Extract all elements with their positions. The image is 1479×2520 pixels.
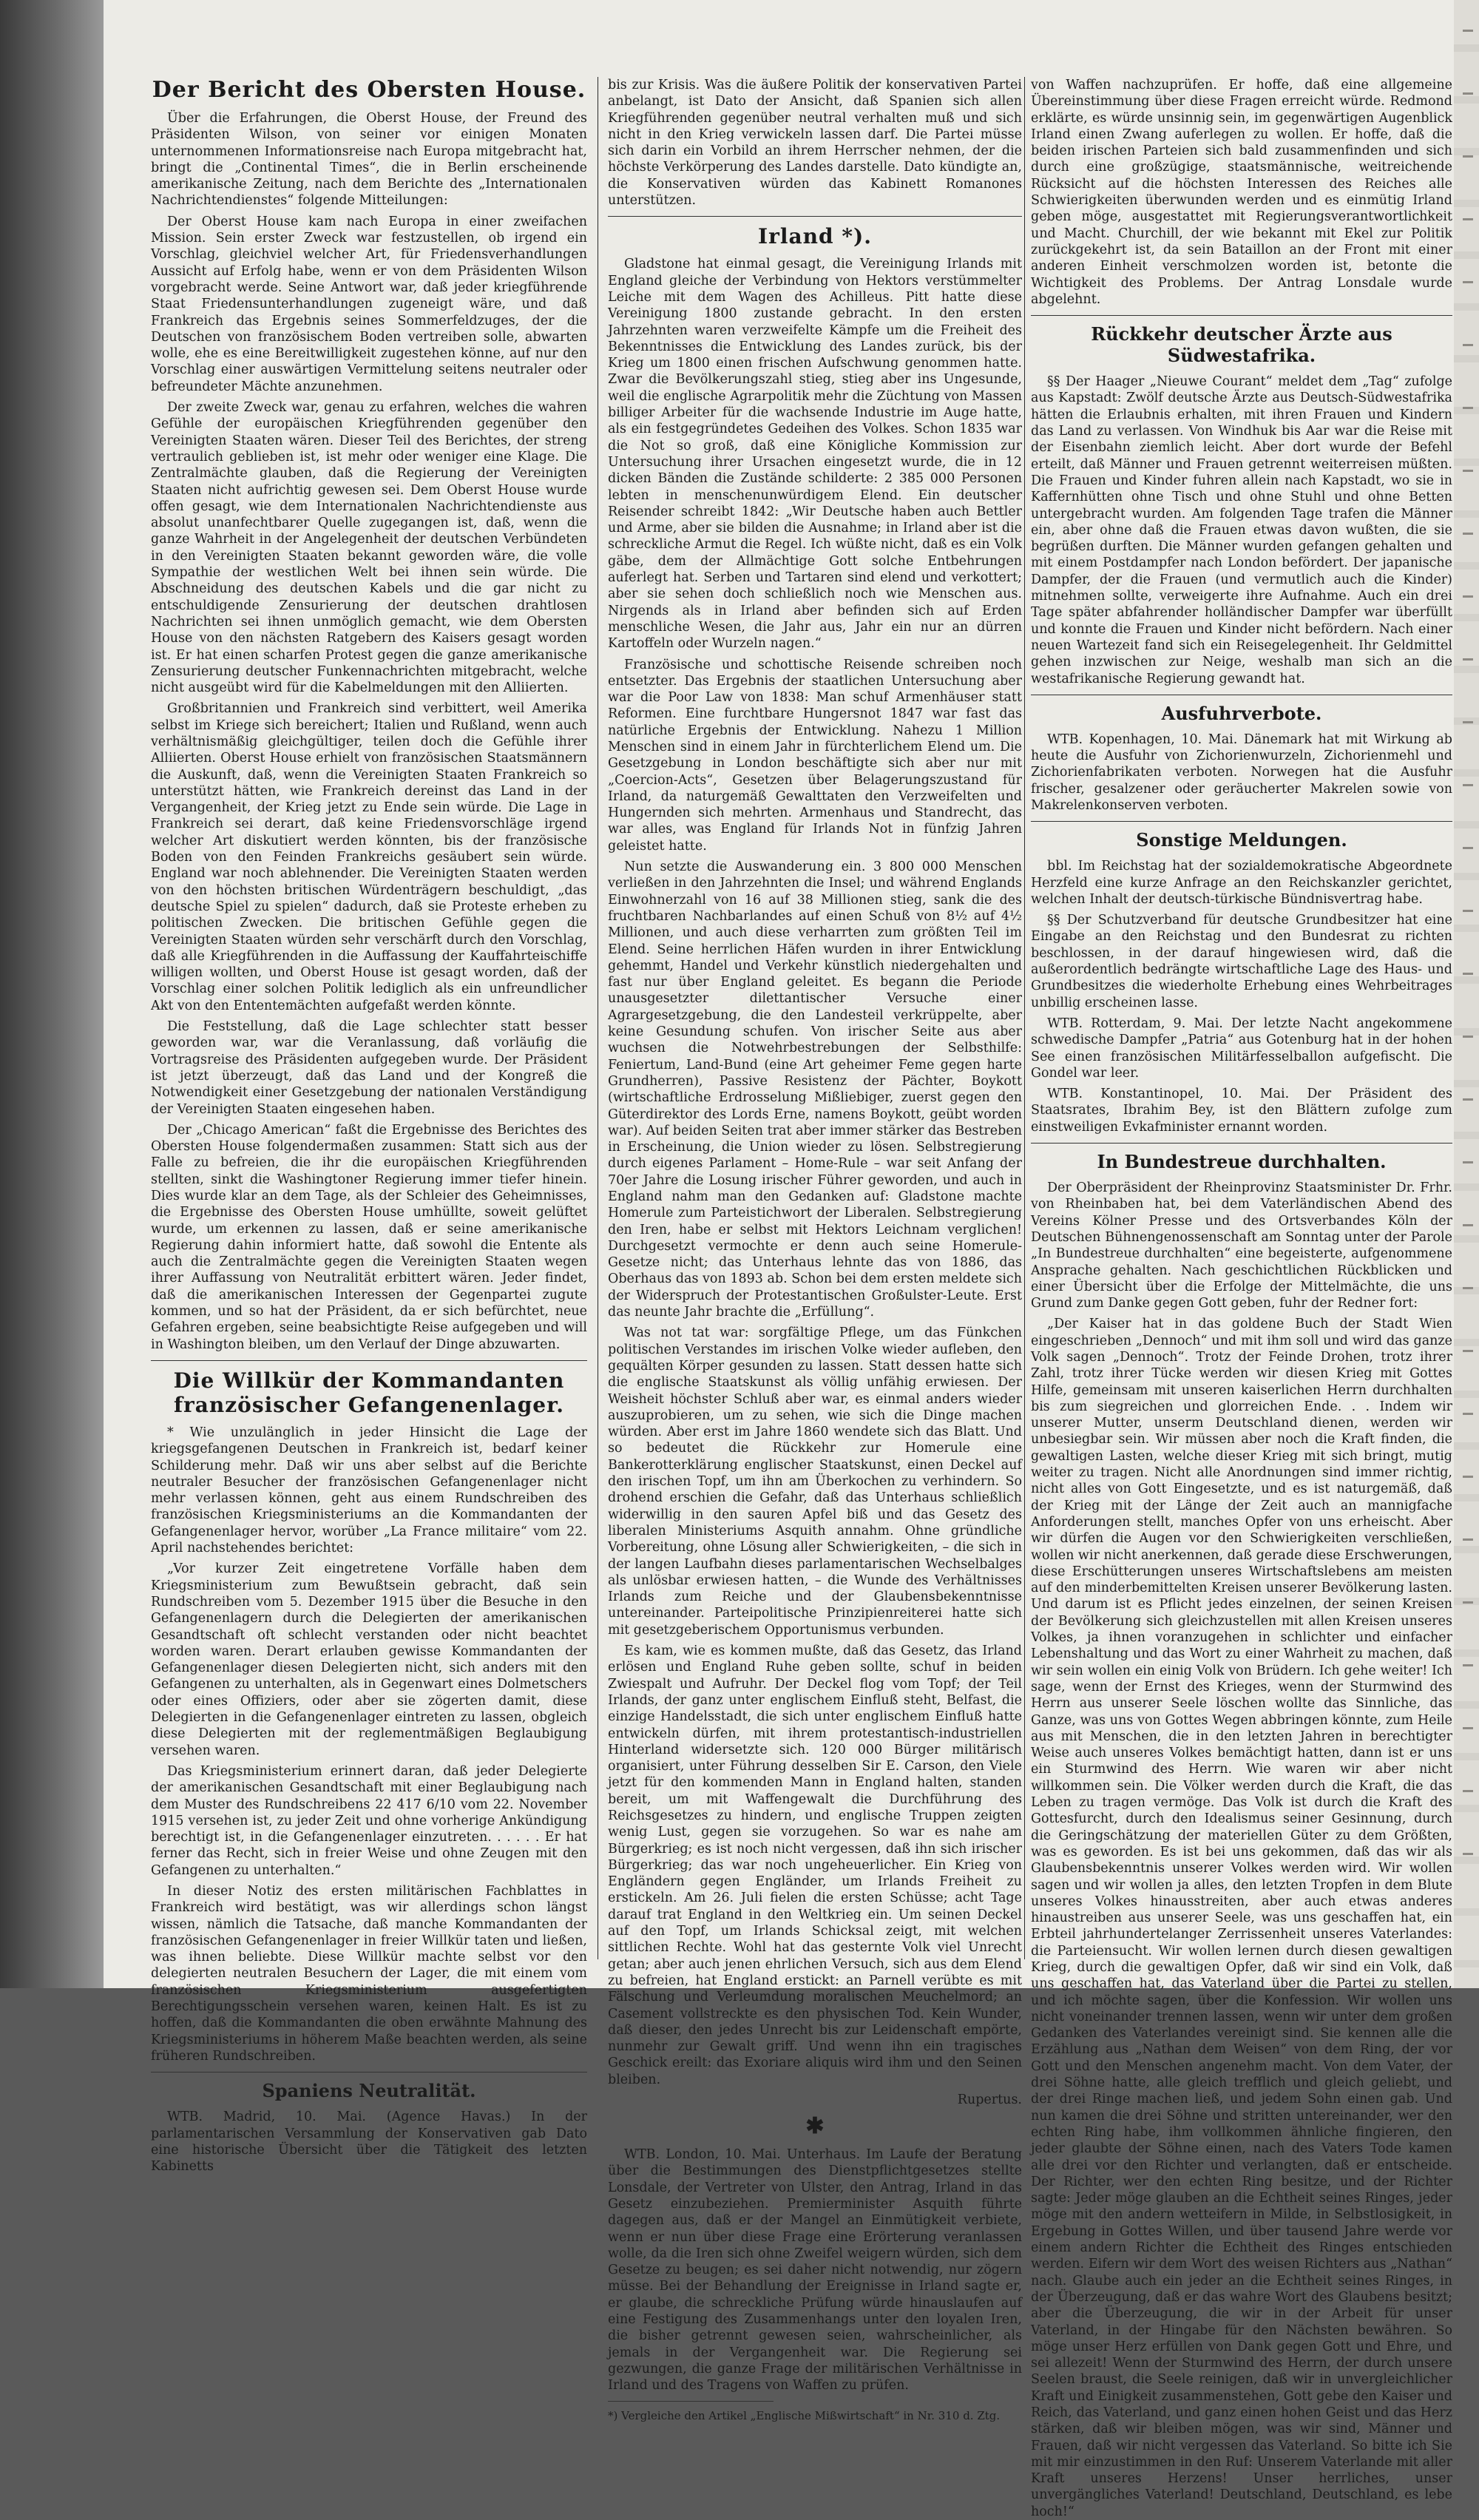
article-other-news — [1031, 858, 1452, 1135]
edge-mark — [1463, 92, 1473, 95]
edge-mark — [1463, 407, 1473, 409]
article-title-other-news: Sonstige Meldungen. — [1136, 829, 1347, 851]
column-rule-right — [1024, 77, 1025, 1959]
footnote-separator — [608, 2401, 774, 2402]
paragraph: Der „Chicago American“ faßt die Ergebnisse des Berichtes des Obersten House folgendermaßen zusammen: Statt sich aus der Falle zu befreien, die ihr die europäischen Kriegführenden stellten, sinkt die Washingtoner Regierung immer tiefer hinein. Dies wurde klar an dem Tage, als der Schleier des Geheimnisses, die Ergebnisse des Obersten House umhüllte, soweit gelüftet wurde, um erkennen zu lassen, daß er seine amerikanische Regierung dahin informiert hatte, daß sowohl die Entente als auch die Zentralmächte gegen die Vereinigten Staaten wegen ihrer Auffassung von Neutralität erbittert wären. Jeder findet, daß die amerikanischen Interessen der Gegenpartei zugute kommen, und so hat der Präsident, da er sich befürchtet, neue Gefahren ergeben, seine beabsichtigte Reise aufgegeben und will in Washington bleiben, um den Verlauf der Dinge abzuwarten. — [151, 1122, 587, 1352]
paragraph: Nun setzte die Auswanderung ein. 3 800 000 Menschen verließen in den Jahrzehnten die Insel; und während Englands Einwohnerzahl von 16 auf 38 Millionen stieg, sank die des fruchtbaren Nachbarlandes auf einen Schuß von 8½ auf 4½ Millionen, und auch diese verharrten zum größten Teil im Elend. Seine herrlichen Häfen wurden in ihrer Entwicklung gehemmt, Handel und Verkehr künstlich niedergehalten und fast nur über England geleitet. Es begann die Periode unausgesetzter dilettantischer Versuche einer Agrargesetzgebung, die den Landesteil verkrüppelte, aber keine Gesundung schufen. Von irischer Seite aus aber wuchsen die Notwehrbestrebungen der Selbsthilfe: Feniertum, Land-Bund (eine Art geheimer Feme gegen harte Grundherren), Passive Resistenz der Pächter, Boykott (wirtschaftliche Erdrosselung Mißliebiger, zuerst gegen den Güterdirektor des Lords Erne, namens Boykott, geübt worden war). Auf beiden Seiten trat aber immer stärker das Bestreben in Erscheinung, die Union wieder zu lösen. Selbstregierung durch eigenes Parlament – Home-Rule – war seit Anfang der 70er Jahre die Losung irischer Führer geworden, und auch in England nahm man den Gedanken auf: Gladstone machte Homerule zum Parteistichwort der Liberalen. Selbstregierung den Iren, habe er selbst mit Hektors Leichnam verglichen! Durchgesetzt vermochte er denn auch seine Homerule-Gesetze nicht; das Unterhaus lehnte das von 1886, das Oberhaus das von 1893 ab. Schon bei dem ersten meldete sich der Widerspruch der Protestantischen Großulster-Leute. Erst das neunte Jahr brachte die „Erfüllung“. — [608, 859, 1022, 1320]
article-ireland — [608, 256, 1022, 2088]
paragraph: bbl. Im Reichstag hat der sozialdemokratische Abgeordnete Herzfeld eine kurze Anfrage an den Reichskanzler gerichtet, welchen Inhalt der deutsch-türkische Bündnisvertrag habe. — [1031, 859, 1452, 907]
edge-mark — [1463, 1350, 1473, 1352]
paragraph: bis zur Krisis. Was die äußere Politik der konservativen Partei anbelangt, ist Dato der Ansicht, daß Spanien sich allen Kriegführenden gegenüber neutral verhalten muß und sich nicht in den Krieg verwickeln lassen darf. Die Partei müsse sich darin ein Vorbild an ihrem Herrscher nehmen, der die höchste Verkörperung des Landes darstelle. Dato kündigte an, die Konservativen würden das Kabinett Romanones unterstützen. — [608, 78, 1022, 209]
column-2 — [608, 77, 1022, 2423]
edge-mark — [1463, 721, 1473, 723]
article-title-bundestreue: In Bundestreue durchhalten. — [1097, 1151, 1387, 1173]
article-london-commons — [608, 2146, 1022, 2394]
paragraph: WTB. Kopenhagen, 10. Mai. Dänemark hat mit Wirkung ab heute die Ausfuhr von Zichorienwurzeln, Zichorienmehl und Zichorienfabrikaten verboten. Norwegen hat die Ausfuhr frischer, gesalzener oder geräucherter Makrelen sowie von Makrelenkonserven verboten. — [1031, 732, 1452, 813]
paragraph: Der Oberst House kam nach Europa in einer zweifachen Mission. Sein erster Zweck war festzustellen, ob irgend ein Vorschlag, gleichviel welcher Art, für Friedensverhandlungen Aussicht auf Erfolg habe, wenn er von dem Präsidenten Wilson vorgebracht werde. Seine Antwort war, daß jeder kriegführende Staat Friedensunterhandlungen zugeneigt wäre, und daß Frankreich das Ergebnis seines Sommerfeldzuges, der die Deutschen von französischem Boden vertreiben solle, abwarten wolle, ehe es eine Bereitwilligkeit zugestehen könne, auf nur den Vorschlag einer auswärtigen Vermittelung seitens neutraler oder befreundeter Mächte anzunehmen. — [151, 214, 587, 394]
edge-mark — [1463, 847, 1473, 849]
article-title-spain: Spaniens Neutralität. — [262, 2080, 476, 2102]
edge-mark — [1463, 470, 1473, 472]
article-london-continued — [1031, 77, 1452, 308]
paragraph: „Der Kaiser hat in das goldene Buch der Stadt Wien eingeschrieben „Dennoch“ und mit ihm soll und wird das ganze Volk sagen „Dennoch“. Trotz der Feinde Drohen, trotz ihrer Zahl, trotz ihrer Tücke werden wir diesen Krieg mit Gottes Hilfe, gemeinsam mit unseren kaiserlichen Herrn durchhalten bis zum siegreichen und glorreichen Ende. . . Indem wir unserer Mutter, unserm Deutschland dienen, werden wir unbesiegbar sein. Wir müssen aber noch die Kraft finden, die gewaltigen Lasten, welche dieser Krieg mit sich bringt, mutig weiter zu tragen. Nicht alle Anordnungen sind immer richtig, nicht alles von Gott Eingesetzte, und es ist naturgemäß, daß der Krieg mit der Länge der Zeit auch an mannigfache Anforderungen stellt, manches Opfer von uns erheischt. Aber wir dürfen die Augen vor den Schwierigkeiten verschließen, wollen wir nicht anerkennen, daß gerade diese Erschwerungen, diese Erschütterungen unseres Wirtschaftslebens am meisten auf den minderbemittelten Kreisen unserer Bevölkerung lasten. Und darum ist es Pflicht jedes einzelnen, der seinen Kreisen der Bevölkerung sich gleichzustellen mit allen Kreisen unseres Volkes, ja ihnen voranzugehen in schlichter und einfacher Lebenshaltung und das Wort zu einer Wahrheit zu machen, daß wir sein wollen ein einig Volk von Brüdern. Ich gehe weiter! Ich sage, wenn der Ernst des Krieges, wenn der Sturmwind des Herrn aus unserer Seele löschen wollte das Sinnliche, das Ganze, was uns von Gottes Wegen abbringen könnte, zum Heile aus mit Menschen, die in den letzten Jahren in berechtigter Weise auch unseres Volkes bemächtigt hatten, dann ist er uns ein Sturmwind des Herrn. Wie waren wir aber nicht willkommen sein. Die Völker werden durch die Kraft, die das Leben zu tragen vermöge. Das Volk ist durch die Kraft des Gottesfurcht, durch den Idealismus seiner Gesinnung, durch die Geringschätzung der materiellen Güter zu dem Größten, was es geworden. Es ist bei uns gekommen, daß das wir als Glaubensbekenntnis unserer Volkes werden wird. Wir wollen sagen und wir wollen ja alles, den letzten Tropfen in dem Blute unseres Volkes hinausstreiten, aber auch etwas anderes hinaustreiben aus unserer Seele, was uns geschaffen hat, ein Erbteil jahrhundertelanger Zerrissenheit unseres Vaterlandes: die Parteiensucht. Wir wollen lernen durch diesen gewaltigen Krieg, durch die gewaltigen Opfer, daß wir sind ein Volk, daß uns geschaffen hat, das Vaterland über die Partei zu stellen, und ich möchte sagen, über die Konfession. Wir wollen uns nicht voneinander trennen lassen, wenn wir unter dem großen Gedanken des Vaterlandes vereinigt sind. Sie kennen alle die Erzählung aus „Nathan dem Weisen“ von dem Ring, der vor Gott und den Menschen angenehm macht. Von dem Vater, der drei Söhne hatte, alle gleich trefflich und gleich geliebt, und der drei Ringe machen ließ, und jedem Sohn einen gab. Und nun kamen die drei Söhne und stritten untereinander, wer den echten Ring habe, ihm vollkommen ähnliche fingieren, den jeder glaubte der Söhne einen, nach des Vaters Tode kamen alle drei vor den Richter und verlangten, daß er entscheide. Der Richter, wer den echten Ring besitze, und der Richter sagte: Jeder möge glauben an die Echtheit seines Ringes, jeder möge mit den andern wetteifern in Milde, in Selbstlosigkeit, in Ergebung in Gottes Willen, und über tausend Jahre werde vor einem andern Richter die Echtheit des Ringes entschieden werden. Eifern wir dem Wort des weisen Richters aus „Nathan“ nach. Glaube auch ein jeder an die Echtheit seines Ringes, in der Überzeugung, daß er das wahre Wort des Glaubens besitzt; aber die Überzeugung, die wir in der Arbeit für unser Vaterland, in der Hingabe für den Nächsten bewähren. So möge unser Herz erfüllen von Dank gegen Gott und Ehre, und sei allezeit! Wenn der Sturmwind des Herrn, der durch unsere Seelen braust, die Seele reinigen, daß wir in unvergleichlicher Kraft und Einigkeit zusammenstehen, Gott gebe den Kaiser und Reich, das Vaterland, und ganz einen hohen Geist und das Herz stärken, daß wir bleiben mögen, was wir sind, Männer und Frauen, daß wir nicht vergessen das Vaterland. So bitte ich Sie mit mir einzustimmen in den Ruf: Unserem Vaterlande mit aller Kraft unseres Herzens! Unser herrliches, unser unvergängliches Vaterland! Deutschland, Deutschland, es lebe hoch!“ — [1031, 1317, 1452, 2519]
paragraph: WTB. Madrid, 10. Mai. (Agence Havas.) In der parlamentarischen Versammlung der Konservativen gab Dato eine historische Übersicht über die Tätigkeit des letzten Kabinetts — [151, 2109, 587, 2175]
edge-mark — [1463, 155, 1473, 158]
column-1 — [151, 77, 587, 2175]
article-separator — [1031, 315, 1452, 316]
edge-mark — [1463, 1664, 1473, 1666]
article-title-house-report: Der Bericht des Obersten House. — [152, 77, 586, 103]
edge-mark — [1463, 1036, 1473, 1038]
article-house-report — [151, 110, 587, 1353]
paragraph: §§ Der Schutzverband für deutsche Grundbesitzer hat eine Eingabe an den Reichstag und den Bundesrat zu richten beschlossen, in der darauf hingewiesen wird, daß die außerordentlich bedrängte wirtschaftliche Lage des Haus- und Grundbesitzes die wiederholte Erhebung eines Wehrbeitrages unbillig erscheinen lasse. — [1031, 913, 1452, 1010]
paragraph: In dieser Notiz des ersten militärischen Fachblattes in Frankreich wird bestätigt, was wir allerdings schon längst wissen, nämlich die Tatsache, daß manche Kommandanten der französischen Gefangenenlager in freier Willkür taten und ließen, was ihnen beliebte. Diese Willkür machte selbst vor den delegierten neutralen Besuchern der Lager, die mit einem vom französischen Kriegsministerium ausgefertigten Berechtigungsschein versehen waren, keinen Halt. Es ist zu hoffen, daß die Kommandanten die oben erwähnte Mahnung des Kriegsministeriums in höherem Maße beachten werden, als seine früheren Rundschreiben. — [151, 1883, 587, 2064]
article-separator — [151, 2072, 587, 2073]
paragraph: Über die Erfahrungen, die Oberst House, der Freund des Präsidenten Wilson, von seiner vor einigen Monaten unternommenen Informationsreise nach Europa mitgebracht hat, bringt die „Continental Times“, die in Berlin erscheinende amerikanische Zeitung, nach dem Berichte des „Internationalen Nachrichtendienstes“ folgende Mitteilungen: — [151, 111, 587, 209]
edge-mark — [1463, 1601, 1473, 1604]
section-asterisk: ✱ — [805, 2113, 825, 2140]
article-separator — [151, 1360, 587, 1361]
edge-mark — [1463, 30, 1473, 32]
paragraph: Das Kriegsministerium erinnert daran, daß jeder Delegierte der amerikanischen Gesandtschaft mit einer Beglaubigung nach dem Muster des Rundschreibens 22 417 6/10 vom 22. November 1915 versehen ist, zu jeder Zeit und ohne vorherige Ankündigung berechtigt ist, in die Gefangenenlager einzutreten. . . . . . Er hat ferner das Recht, sich in freier Weise und ohne Zeugen mit den Gefangenen zu unterhalten.“ — [151, 1763, 587, 1878]
article-spain — [151, 2109, 587, 2175]
edge-mark — [1463, 595, 1473, 598]
edge-mark — [1463, 1853, 1473, 1855]
edge-mark — [1463, 1538, 1473, 1541]
paragraph: Französische und schottische Reisende schreiben noch entsetzter. Das Ergebnis der staatlichen Untersuchung aber war die Poor Law von 1838: Man schuf Armenhäuser statt Reformen. Eine furchtbare Hungersnot 1847 war fast das natürliche Ergebnis der Entwicklung. Nahezu 1 Million Menschen sind in einem Jahr in fürchterlichem Elend um. Die Gesetzgebung in London beschäftigte sich aber nur mit „Coercion-Acts“, Gesetzen über Belagerungszustand für Irland, da naturgemäß Gewalttaten den Verzweifelten und Hungernden sich mehrten. Armenhaus und Standrecht, das war alles, was England für Irlands Not in fünfzig Jahren geleistet hatte. — [608, 657, 1022, 854]
footnote: *) Vergleiche den Artikel „Englische Mißwirtschaft“ in Nr. 310 d. Ztg. — [608, 2409, 1001, 2423]
paragraph: Großbritannien und Frankreich sind verbittert, weil Amerika selbst im Kriege sich bereichert; Italien und Rußland, wenn auch verhältnismäßig gleichgültiger, teilen doch die Gefühle ihrer Alliierten. Oberst House erhielt von französischen Staatsmännern die Auskunft, daß, wenn die Vereinigten Staaten Frankreich so unterstützt hätten, wie Frankreich dereinst das Land in der Vergangenheit, der Krieg jetzt zu Ende sein würde. Die Lage in Frankreich sei derart, daß keine Friedensvorschläge irgend welcher Art diskutiert werden könnten, bis der französische Boden von den Feinden Frankreichs gesäubert sein würde. England war noch ablehnender. Die Vereinigten Staaten werden von den höchsten britischen Würdenträgern beschuldigt, „das deutsche Spiel zu spielen“ dadurch, daß sie Proteste erheben zu politischen Zwecken. Die britischen Gefühle gegen die Vereinigten Staaten würden sehr verschärft durch den Vorschlag, daß alle Kriegführenden in die Auffassung der Kauffahrteischiffe willigen wollten, und Oberst House ist gesagt worden, daß der Vorschlag einer solchen Politik lediglich als ein unfreundlicher Akt von den Ententemächten aufgefaßt werden könnte. — [151, 701, 587, 1013]
edge-mark — [1463, 1413, 1473, 1415]
edge-mark — [1463, 1098, 1473, 1101]
edge-mark — [1463, 533, 1473, 535]
paragraph: Es kam, wie es kommen mußte, daß das Gesetz, das Irland erlösen und England Ruhe geben sollte, schuf in beiden Zwiespalt und Aufruhr. Der Deckel flog vom Topf; der Teil Irlands, der ganz unter englischem Einfluß steht, Belfast, die einzige Handelsstadt, die sich unter englischem Einfluß hatte entwickeln dürfen, mit ihrem protestantisch-industriellen Hinterland widersetzte sich. 120 000 Bürger militärisch organisiert, unter Führung desselben Sir E. Carson, den Viele jetzt für den kommenden Mann in England halten, standen bereit, um mit Waffengewalt die Durchführung des Reichsgesetzes zu hindern, und englische Truppen zeigten wenig Lust, gegen sie vorzugehen. So war es nahe am Bürgerkrieg; es ist noch nicht vergessen, daß ihn sich irischer Bürgerkrieg; das war noch ungeheuerlicher. Ein Krieg von Engländern gegen Engländer, um Irlands Freiheit zu erstickeln. Am 26. Juli fielen die ersten Schüsse; acht Tage darauf trat England in den Weltkrieg ein. Um seinen Deckel auf den Topf, um Irlands Schicksal zeigt, mit welchen sittlichen Rechte. Wohl hat das gesternte Volk viel Unrecht getan; aber auch jenen ehrlichen Versuch, sich aus dem Elend zu befreien, hat England erstickt: an Parnell verübte es mit Fälschung und Verleumdung moralischen Meuchelmord; an Casement vollstreckte es den physischen Tod. Kein Wunder, daß dieser, den jedes Unrecht bis zur Leidenschaft empörte, nunmehr zur Gewalt griff. Und wenn ihn ein tragisches Geschick ereilt: das Exoriare aliquis wird ihm und den Seinen bleiben. — [608, 1644, 1022, 2087]
article-export-bans — [1031, 732, 1452, 814]
edge-mark — [1463, 1224, 1473, 1226]
article-separator — [1031, 821, 1452, 822]
paragraph: Gladstone hat einmal gesagt, die Vereinigung Irlands mit England gleiche der Verbindung von Hektors verstümmelter Leiche mit dem Wagen des Achilleus. Pitt hatte diese Vereinigung 1800 zustande gebracht. In den ersten Jahrzehnten waren verzweifelte Kämpfe um die Freiheit des Bekenntnisses die Entwicklung des Landes zurück, bis der Krieg um 1800 einen frischen Aufschwung genommen hatte. Zwar die Bevölkerungszahl stieg, stieg aber ins Ungesunde, weil die englische Agrarpolitik mehr die Züchtung von Massen billiger Arbeiter für die wachsende Industrie im Auge hatte, als ein festgegründetes Gedeihen des Volkes. Schon 1835 war die Not so groß, daß eine Königliche Kommission zur Untersuchung ihrer Ursachen eingesetzt wurde, die in 12 dicken Bänden die Zustände schilderte: 2 385 000 Personen lebten in menschenunwürdigem Elend. Ein deutscher Reisender schreibt 1842: „Wir Deutsche haben auch Bettler und Arme, aber sie bilden die Ausnahme; in Irland aber ist die schreckliche Armut die Regel. Ich wüßte nicht, daß es ein Volk gäbe, dem der Allmächtige Gott solche Entbehrungen auferlegt hat. Serben und Tartaren sind elend und verkottert; aber sie sehen doch schließlich noch wie Menschen aus. Nirgends als in Irland aber befinden sich auf Erden menschliche Wesen, die Jahr aus, Jahr ein nur an dürren Kartoffeln oder Wurzeln nagen.“ — [608, 257, 1022, 652]
edge-mark — [1463, 1790, 1473, 1792]
paragraph: WTB. Konstantinopel, 10. Mai. Der Präsident des Staatsrates, Ibrahim Bey, ist den Blättern zufolge zum einstweiligen Evkafminister ernannt worden. — [1031, 1087, 1452, 1135]
paragraph: Der zweite Zweck war, genau zu erfahren, welches die wahren Gefühle der europäischen Kriegführenden gegenüber den Vereinigten Staaten wären. Dieser Teil des Berichtes, der streng vertraulich geblieben ist, ist mehr oder weniger eine Klage. Die Zentralmächte glauben, daß die Regierung der Vereinigten Staaten nicht aufrichtig gewesen sei. Dem Oberst House wurde offen gesagt, wie dem Internationalen Nachrichtendienste aus absolut unanfechtbarer Quelle zugegangen ist, daß, wenn die ganze Wahrheit in der Angelegenheit der deutschen Verbündeten in den Vereinigten Staaten bekannt geworden wäre, die volle Sympathie der westlichen Welt bei ihnen sein würde. Die Abschneidung des deutschen Kabels und die gar nicht zu entschuldigende Zensurierung der deutschen drahtlosen Nachrichten sei ihnen unmöglich gemacht, wie dem Obersten House von den nächsten Ratgebern des Kaisers gesagt worden ist. Er hat einen scharfen Protest gegen die ganze amerikanische Zensurierung deutscher Funkennachrichten mitgebracht, welche nicht ausgeübt wird für die Kabelmeldungen mit den Alliierten. — [151, 400, 587, 696]
edge-mark — [1463, 1727, 1473, 1729]
book-binding — [0, 0, 104, 1988]
paragraph: §§ Der Haager „Nieuwe Courant“ meldet dem „Tag“ zufolge aus Kapstadt: Zwölf deutsche Ärzte aus Deutsch-Südwestafrika hätten die Erlaubnis erhalten, mit ihren Frauen und Kindern das Land zu verlassen. Von Windhuk bis Aar war die Reise mit der Eisenbahn ziemlich leicht. Aber dort wurde der Befehl erteilt, daß Männer und Frauen getrennt weiterreisen müßten. Die Frauen und Kinder fuhren allein nach Kapstadt, wo sie in Kaffernhütten ohne Tisch und ohne Stuhl und ohne Betten untergebracht wurden. Am folgenden Tage trafen die Männer ein, aber ohne daß die Frauen etwas davon wußten, die sie begrüßen durften. Die Männer wurden gefangen gehalten und mit einem Postdampfer nach London befördert. Der japanische Dampfer, der die Frauen (und vermutlich auch die Kinder) mitnehmen sollte, verweigerte ihre Aufnahme. Auch ein drei Tage später abfahrender holländischer Dampfer war überfüllt und konnte die Frauen und Kinder nicht befördern. Nach einer neuen Wartezeit fand sich ein Reisegelegenheit. Ihr Geldmittel gehen inzwischen zur Neige, weshalb man sich an die westafrikanische Regierung gewandt hat. — [1031, 374, 1452, 686]
article-prison-camps — [151, 1425, 587, 2064]
edge-mark — [1463, 1161, 1473, 1163]
paragraph: WTB. London, 10. Mai. Unterhaus. Im Laufe der Beratung über die Bestimmungen des Dienstpflichtgesetzes stellte Lonsdale, der Vertreter von Ulster, den Antrag, Irland in das Gesetz einzubeziehen. Premierminister Asquith führte dagegen aus, daß er der Mangel an Einmütigkeit verbiete, wenn er nun über diese Frage eine Erörterung veranlassen wolle, da die Iren sich ohne Zweifel weigern würden, sich dem Gesetze zu beugen; es sei daher nicht notwendig, nur zögern müsse. Bei der Behandlung der Ereignisse in Irland sagte er, er glaube, die schreckliche Prüfung würde hinauslaufen auf eine Festigung des Zusammenhangs unter den loyalen Iren, die bisher getrennt gewesen seien, wahrscheinlicher, als jemals in der Vergangenheit war. Die Regierung sei gezwungen, die ganze Frage der militärischen Verhältnisse in Irland und des Tragens von Waffen zu prüfen. — [608, 2147, 1022, 2394]
page-edge-strip — [1454, 0, 1479, 1988]
article-title-prison-camps: Die Willkür der Kommandanten französischer Gefangenenlager. — [173, 1368, 565, 1417]
paragraph: Der Oberpräsident der Rheinprovinz Staatsminister Dr. Frhr. von Rheinbaben hat, bei dem Vaterländischen Abend des Vereins Kölner Presse und des Ortsverbandes Köln der Deutschen Bühnengenossenschaft am Sonntag unter der Parole „In Bundestreue durchhalten“ eine begeisterte, aufgenommene Ansprache gehalten. Nach geschichtlichen Rückblicken und einer Übersicht über die Erfolge der Mittelmächte, die uns Grund zum Danke gegen Gott geben, fuhr der Redner fort: — [1031, 1180, 1452, 1311]
edge-mark — [1463, 910, 1473, 912]
article-title-doctors: Rückkehr deutscher Ärzte aus Südwestafrika. — [1091, 323, 1392, 367]
article-separator — [608, 216, 1022, 217]
edge-mark — [1463, 1476, 1473, 1478]
article-bundestreue — [1031, 1180, 1452, 2520]
edge-mark — [1463, 281, 1473, 283]
paragraph: „Vor kurzer Zeit eingetretene Vorfälle haben dem Kriegsministerium zum Bewußtsein gebracht, daß sein Rundschreiben vom 5. Dezember 1915 über die Besuche in den Gefangenenlagern durch die Delegierten der amerikanischen Gesandtschaft oft schlecht verstanden oder nicht beachtet worden waren. Derart erlauben gewisse Kommandanten der Gefangenenlager diesen Delegierten nicht, sich anders mit den Gefangenen zu unterhalten, als in Gegenwart eines Dolmetschers oder eines Offiziers, oder aber sie zögerten damit, diese Delegierten in die Gefangenenlager eintreten zu lassen, obgleich diese Delegierten mit der reglementmäßigen Beglaubigung versehen waren. — [151, 1561, 587, 1758]
article-title-ireland: Irland *). — [758, 224, 872, 249]
article-doctors — [1031, 374, 1452, 687]
article-separator — [1031, 1143, 1452, 1144]
edge-mark — [1463, 218, 1473, 220]
paragraph: von Waffen nachzuprüfen. Er hoffe, daß eine allgemeine Übereinstimmung über diese Fragen erreicht würde. Redmond erklärte, es würde unsinnig sein, im gegenwärtigen Augenblick Irland einen Zwang auferlegen zu wollen. Er hoffe, daß die beiden irischen Parteien sich bald zusammenfinden und sich durch eine großzügige, staatsmännische, weitreichende Rücksicht auf die höchsten Interessen des Reiches alle Schwierigkeiten überwunden werden und es einmütig Irland geben möge, ausgestattet mit Regierungsverantwortlichkeit und Macht. Churchill, der wie bekannt mit Ekel zur Politik zurückgekehrt ist, da sein Bataillon an der Front mit einer anderen Einheit verschmolzen worden ist, betonte die Wichtigkeit des Problems. Der Antrag Lonsdale wurde abgelehnt. — [1031, 78, 1452, 307]
paragraph: Was not tat war: sorgfältige Pflege, um das Fünkchen politischen Verstandes im irischen Volke wieder aufleben, den gequälten Körper gesunden zu lassen. Statt dessen hatte sich die englische Staatskunst als völlig unfähig erwiesen. Der Weisheit höchster Schluß aber war, es einmal anders wieder auszuprobieren, um zu sehen, wie sich die Dinge machen würden. Aber erst im Jahre 1860 wendete sich das Blatt. Und so bedeutet die Rückkehr zur Homerule eine Bankerotterklärung englischer Staatskunst, einen Deckel auf den irischen Topf, um ihn am Überkochen zu verhindern. So drohend erschien die Gefahr, daß das Unterhaus schließlich widerwillig in den sauren Apfel biß und das Gesetz des liberalen Ministeriums Asquith annahm. Ohne gründliche Vorbereitung, ohne Lösung aller Schwierigkeiten, – die sich in der langen Laufbahn dieses parlamentarischen Wechselbalges als unlösbar erwiesen hatten, – die Wunde des Verhältnisses Irlands zum Reiche und der Glaubensbekenntnisse untereinander. Parteipolitische Prinzipienreiterei hatte sich mit gesetzgeberischem Opportunismus verbunden. — [608, 1325, 1022, 1638]
paragraph: * Wie unzulänglich in jeder Hinsicht die Lage der kriegsgefangenen Deutschen in Frankreich ist, bedarf keiner Schilderung mehr. Daß wir uns aber selbst auf die Berichte neutraler Besucher der französischen Gefangenenlager nicht mehr verlassen können, geht aus einem Rundschreiben des französischen Kriegsministeriums an die Kommandanten der Gefangenenlager hervor, worüber „La France militaire“ vom 22. April nachstehendes berichtet: — [151, 1425, 587, 1556]
edge-mark — [1463, 1287, 1473, 1289]
article-spain-continued — [608, 77, 1022, 209]
edge-mark — [1463, 658, 1473, 661]
paragraph: Die Feststellung, daß die Lage schlechter statt besser geworden war, war die Veranlassung, daß vorläufig die Vortragsreise des Präsidenten aufgegeben wurde. Der Präsident ist jetzt überzeugt, daß das Land und der Kongreß die Notwendigkeit einer Gesetzgebung der nationalen Verständigung der Vereinigten Staaten eingesehen haben. — [151, 1019, 587, 1117]
column-3 — [1031, 77, 1452, 2519]
article-title-export-bans: Ausfuhrverbote. — [1161, 702, 1322, 724]
edge-mark — [1463, 344, 1473, 346]
edge-mark — [1463, 973, 1473, 975]
paragraph: WTB. Rotterdam, 9. Mai. Der letzte Nacht angekommene schwedische Dampfer „Patria“ aus Gotenburg hat in der hohen See einen französischen Militärfesselballon aufgefischt. Die Gondel war leer. — [1031, 1016, 1452, 1081]
edge-mark — [1463, 784, 1473, 786]
article-signature: Rupertus. — [957, 2092, 1022, 2108]
